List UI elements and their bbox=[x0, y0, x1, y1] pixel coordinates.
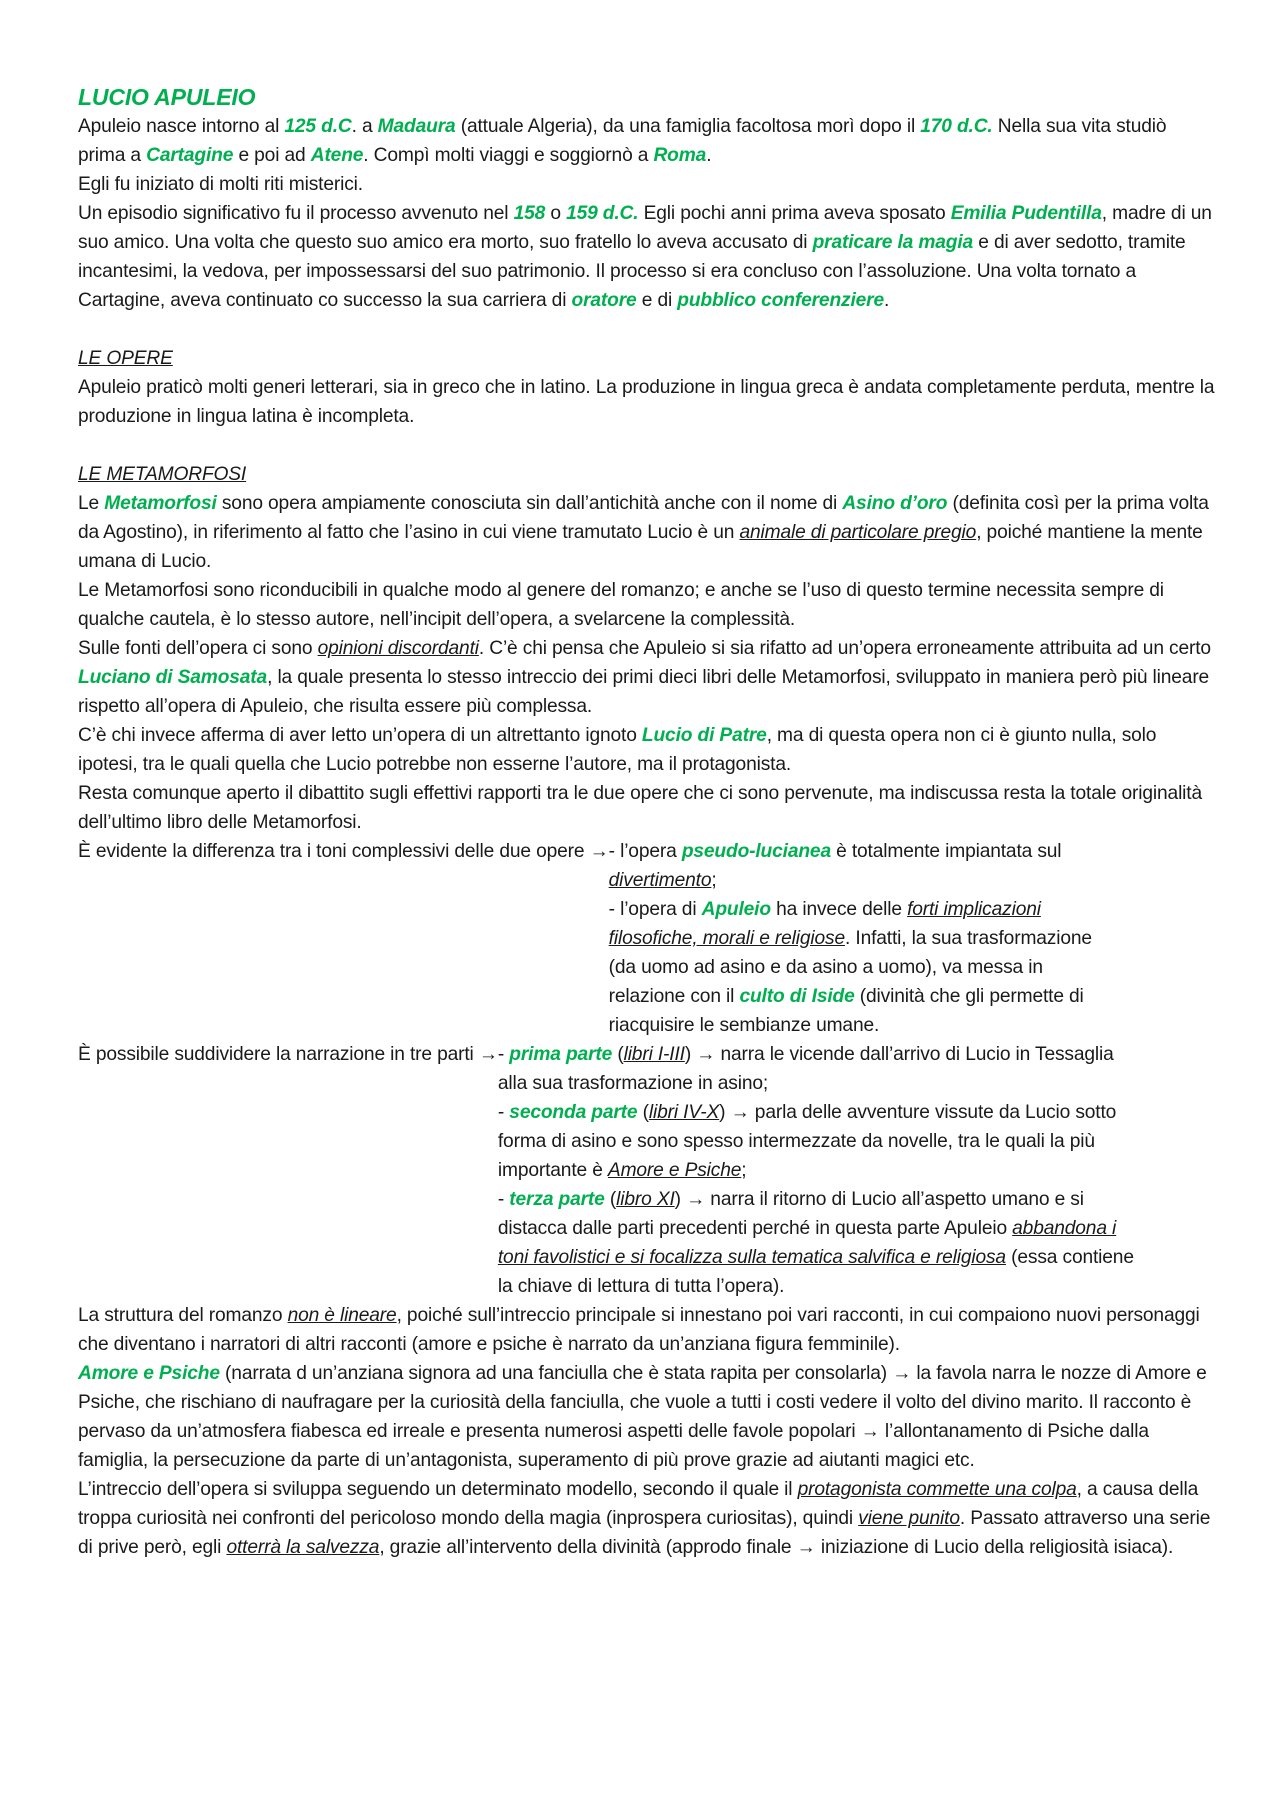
parti-item-2 bbox=[498, 1098, 1138, 1185]
text: ha invece delle bbox=[770, 899, 908, 920]
underlined-phrase: Amore e Psiche bbox=[607, 1160, 742, 1181]
text: ( bbox=[637, 1102, 649, 1123]
toni-item-1 bbox=[609, 837, 1119, 895]
highlight-name: Lucio di Patre bbox=[641, 725, 767, 746]
metamorfosi-paragraph-2: Le Metamorfosi sono riconducibili in qualche modo al genere del romanzo; e anche se l’uso di questo termine necessita sempre di qualche cautela, è lo stesso autore, nell’incipit dell’opera, a svelarcene la complessità. bbox=[78, 580, 1164, 630]
highlight-date: 158 bbox=[513, 203, 546, 224]
text: ) → parla delle avventure vissute da Lucio sotto forma di asino e sono spesso intermezzate da novelle, tra le quali la più importante è bbox=[497, 1102, 1117, 1181]
highlight-term: seconda parte bbox=[509, 1102, 638, 1123]
text: (narrata d un’anziana signora ad una fanciulla che è stata rapita per consolarla) → la favola narra le nozze di Amore e Psiche, che rischiano di naufragare per la curiosità della fanciulla, che vuole a tutti i costi vedere il volto del divino marito. Il racconto è pervaso da un’atmosfera fiabesca ed irreale e presenta numerosi aspetti delle favole popolari → l’allontanamento di Psiche dalla famiglia, la persecuzione da parte di un’antagonista, superamento di più prove grazie ad aiutanti magici etc. bbox=[78, 1363, 1207, 1471]
highlight-term: Amore e Psiche bbox=[78, 1363, 220, 1384]
underlined-phrase: libri IV-X bbox=[648, 1102, 720, 1123]
text: ; bbox=[741, 1160, 747, 1181]
text: Le bbox=[78, 493, 105, 514]
text: (definita così per la prima volta da Agostino), in riferimento al fatto che l’asino in cui viene tramutato Lucio è un bbox=[78, 493, 1209, 543]
text: La struttura del romanzo bbox=[78, 1305, 288, 1326]
text: , poiché mantiene la mente umana di Lucio. bbox=[78, 522, 1203, 572]
underlined-phrase: opinioni discordanti bbox=[317, 638, 479, 659]
underlined-phrase: divertimento bbox=[608, 870, 712, 891]
text: Sulle fonti dell’opera ci sono bbox=[78, 638, 318, 659]
text: - bbox=[497, 1102, 510, 1123]
text: . C’è chi pensa che Apuleio si sia rifatto ad un’opera erroneamente attribuita ad un certo bbox=[478, 638, 1211, 659]
text: ; bbox=[711, 870, 717, 891]
underlined-phrase: protagonista commette una colpa bbox=[797, 1479, 1077, 1500]
parti-lead: È possibile suddividere la narrazione in tre parti → bbox=[78, 1044, 498, 1065]
highlight-term: pseudo-lucianea bbox=[681, 841, 831, 862]
toni-lead: È evidente la differenza tra i toni complessivi delle due opere → bbox=[78, 841, 609, 862]
underlined-phrase: otterrà la salvezza bbox=[226, 1537, 380, 1558]
text: . Compì molti viaggi e soggiornò a bbox=[363, 145, 654, 166]
text: e di bbox=[636, 290, 678, 311]
metamorfosi-paragraph-7 bbox=[78, 1359, 1218, 1475]
text: ) → narra le vicende dall’arrivo di Lucio in Tessaglia alla sua trasformazione in asino; bbox=[497, 1044, 1114, 1094]
highlight-date: 170 d.C. bbox=[920, 116, 993, 137]
underlined-phrase: abbandona i toni favolistici e si focalizza sulla tematica salvifica e religiosa bbox=[497, 1218, 1117, 1268]
text: , madre di un suo amico. Una volta che questo suo amico era morto, suo fratello lo aveva accusato di bbox=[78, 203, 1212, 253]
text: - l’opera di bbox=[608, 899, 702, 920]
text: , a causa della troppa curiosità nei confronti del pericoloso mondo della magia (inprospera curiositas), quindi bbox=[78, 1479, 1199, 1529]
spacer bbox=[78, 315, 1218, 344]
intro-paragraph-2: Egli fu iniziato di molti riti misterici. bbox=[78, 174, 363, 195]
text: , poiché sull’intreccio principale si innestano poi vari racconti, in cui compaiono nuovi personaggi che diventano i narratori di altri racconti (amore e psiche è narrato da un’anziana figura femminile). bbox=[78, 1305, 1200, 1355]
parti-item-3 bbox=[498, 1185, 1138, 1301]
metamorfosi-paragraph-3 bbox=[78, 634, 1218, 721]
text: o bbox=[545, 203, 567, 224]
text: . Passato attraverso una serie di prive però, egli bbox=[78, 1508, 1211, 1558]
text: , grazie all’intervento della divinità (approdo finale → iniziazione di Lucio della religiosità isiaca). bbox=[379, 1537, 1174, 1558]
text: ( bbox=[612, 1044, 624, 1065]
highlight-term: pubblico conferenziere bbox=[677, 290, 884, 311]
parti-list bbox=[498, 1040, 1138, 1301]
highlight-place: Roma bbox=[653, 145, 707, 166]
highlight-term: culto di Iside bbox=[739, 986, 855, 1007]
text: e poi ad bbox=[233, 145, 311, 166]
highlight-place: Atene bbox=[310, 145, 364, 166]
highlight-date: 159 d.C. bbox=[566, 203, 639, 224]
underlined-phrase: libro XI bbox=[616, 1189, 675, 1210]
toni-list bbox=[609, 837, 1119, 1040]
highlight-term: Asino d’oro bbox=[842, 493, 948, 514]
text: . bbox=[884, 290, 890, 311]
highlight-term: prima parte bbox=[509, 1044, 613, 1065]
intro-paragraph-1 bbox=[78, 112, 1218, 170]
spacer bbox=[78, 431, 1218, 460]
underlined-phrase: viene punito bbox=[858, 1508, 960, 1529]
text: (essa contiene la chiave di lettura di tutta l’opera). bbox=[497, 1247, 1134, 1297]
intro-paragraph-3 bbox=[78, 199, 1218, 315]
metamorfosi-paragraph-8 bbox=[78, 1475, 1218, 1562]
text: - bbox=[497, 1044, 510, 1065]
highlight-name: Emilia Pudentilla bbox=[950, 203, 1102, 224]
highlight-term: oratore bbox=[571, 290, 637, 311]
metamorfosi-paragraph-1 bbox=[78, 489, 1218, 576]
text: , la quale presenta lo stesso intreccio dei primi dieci libri delle Metamorfosi, sviluppato in maniera però più lineare rispetto all’opera di Apuleio, che risulta essere più complessa. bbox=[78, 667, 1210, 717]
text: C’è chi invece afferma di aver letto un’opera di un altrettanto ignoto bbox=[78, 725, 642, 746]
underlined-phrase: animale di particolare pregio bbox=[739, 522, 977, 543]
highlight-name: Apuleio bbox=[701, 899, 771, 920]
toni-item-2 bbox=[609, 895, 1119, 1040]
highlight-term: Metamorfosi bbox=[104, 493, 217, 514]
highlight-term: praticare la magia bbox=[812, 232, 974, 253]
text: (attuale Algeria), da una famiglia facoltosa morì dopo il bbox=[455, 116, 921, 137]
text: Un episodio significativo fu il processo avvenuto nel bbox=[78, 203, 514, 224]
metamorfosi-paragraph-4 bbox=[78, 721, 1218, 779]
text: L’intreccio dell’opera si sviluppa seguendo un determinato modello, secondo il quale il bbox=[78, 1479, 798, 1500]
text: ( bbox=[604, 1189, 617, 1210]
underlined-phrase: forti implicazioni filosofiche, morali e religiose bbox=[608, 899, 1041, 949]
text: ) → narra il ritorno di Lucio all’aspetto umano e si distacca dalle parti precedenti perché in questa parte Apuleio bbox=[497, 1189, 1084, 1239]
underlined-phrase: libri I-III bbox=[623, 1044, 685, 1065]
opere-paragraph: Apuleio praticò molti generi letterari, sia in greco che in latino. La produzione in lingua greca è andata completamente perduta, mentre la produzione in lingua latina è incompleta. bbox=[78, 377, 1215, 427]
text: . bbox=[706, 145, 712, 166]
text: e di aver sedotto, tramite incantesimi, la vedova, per impossessarsi del suo patrimonio. Il processo si era concluso con l’assoluzione. Una volta tornato a Cartagine, aveva continuato co successo la sua carriera di bbox=[78, 232, 1186, 311]
section-heading-metamorfosi: LE METAMORFOSI bbox=[78, 464, 247, 485]
section-heading-opere: LE OPERE bbox=[78, 348, 173, 369]
text: , ma di questa opera non ci è giunto nulla, solo ipotesi, tra le quali quella che Lucio potrebbe non esserne l’autore, ma il protagonista. bbox=[78, 725, 1157, 775]
text: . Infatti, la sua trasformazione (da uomo ad asino e da asino a uomo), va messa in relazione con il bbox=[608, 928, 1092, 1007]
text: sono opera ampiamente conosciuta sin dall’antichità anche con il nome di bbox=[216, 493, 843, 514]
text: Nella sua vita studiò prima a bbox=[78, 116, 1167, 166]
text: Apuleio nasce intorno al bbox=[78, 116, 285, 137]
highlight-term: terza parte bbox=[509, 1189, 605, 1210]
text: (divinità che gli permette di riacquisire le sembianze umane. bbox=[608, 986, 1084, 1036]
highlight-place: Cartagine bbox=[146, 145, 234, 166]
underlined-phrase: non è lineare bbox=[287, 1305, 397, 1326]
metamorfosi-paragraph-5: Resta comunque aperto il dibattito sugli effettivi rapporti tra le due opere che ci sono pervenute, ma indiscussa resta la totale originalità dell’ultimo libro delle Metamorfosi. bbox=[78, 783, 1203, 833]
highlight-place: Madaura bbox=[377, 116, 456, 137]
document-page bbox=[78, 82, 1218, 1562]
text: Egli pochi anni prima aveva sposato bbox=[638, 203, 951, 224]
text: è totalmente impiantata sul bbox=[830, 841, 1062, 862]
document-title: LUCIO APULEIO bbox=[78, 84, 256, 110]
highlight-name: Luciano di Samosata bbox=[78, 667, 268, 688]
text: - bbox=[497, 1189, 510, 1210]
text: . a bbox=[351, 116, 378, 137]
parti-breakdown bbox=[78, 1040, 1218, 1301]
metamorfosi-paragraph-6 bbox=[78, 1301, 1218, 1359]
toni-comparison bbox=[78, 837, 1218, 1040]
parti-item-1 bbox=[498, 1040, 1138, 1098]
highlight-date: 125 d.C bbox=[284, 116, 352, 137]
text: - l’opera bbox=[608, 841, 682, 862]
